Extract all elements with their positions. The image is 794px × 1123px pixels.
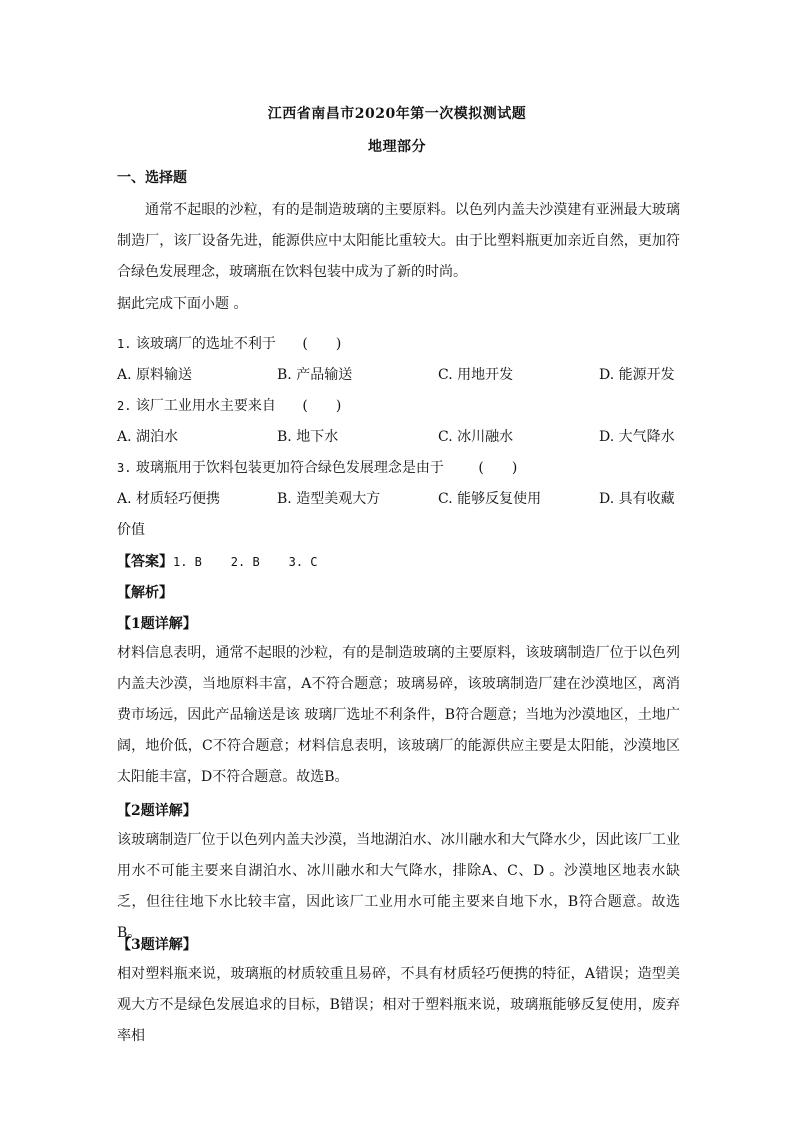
option-d: D. 大气降水	[599, 429, 675, 445]
detail-2-text: 该玻璃制造厂位于以色列内盖夫沙漠，当地湖泊水、冰川融水和大气降水少，因此该厂工业用水不可能主要来自湖泊水、冰川融水和大气降水，排除A、C、D 。沙漠地区地表水缺乏，但往往地下水比较丰富，因此该厂工业用水可能主要来自地下水，B符合题意。故选B。	[117, 832, 680, 941]
analysis-label: 【解析】	[117, 585, 173, 601]
question-2	[117, 395, 680, 415]
option-a: A. 材质轻巧便携	[117, 491, 221, 507]
option-d: D. 能源开发	[599, 367, 675, 383]
option-b: B. 地下水	[277, 429, 339, 445]
answer-line	[117, 551, 318, 571]
question-3	[117, 457, 680, 477]
instruction-text: 据此完成下面小题 。	[117, 296, 248, 312]
option-b: B. 产品输送	[277, 367, 353, 383]
answer-parenthesis: ( )	[302, 336, 342, 352]
answer-parenthesis: ( )	[478, 460, 518, 476]
option-a: A. 原料输送	[117, 367, 193, 383]
question-3-options	[117, 488, 680, 508]
detail-1-label: 【1题详解】	[117, 616, 197, 632]
section-heading: 一、选择题	[117, 170, 187, 186]
question-stem: 该厂工业用水主要来自	[135, 398, 276, 414]
option-a: A. 湖泊水	[117, 429, 179, 445]
option-d-continuation: 价值	[117, 522, 145, 538]
question-1-options	[117, 364, 680, 384]
question-stem: 该玻璃厂的选址不利于	[135, 336, 276, 352]
material-paragraph: 通常不起眼的沙粒，有的是制造玻璃的主要原料。以色列内盖夫沙漠建有亚洲最大玻璃制造厂，该厂设备先进，能源供应中太阳能比重较大。由于比塑料瓶更加亲近自然，更加符合绿色发展理念，玻璃瓶在饮料包装中成为了新的时尚。	[117, 202, 680, 280]
answer-values: 1. B 2. B 3. C	[173, 555, 318, 569]
question-stem: 玻璃瓶用于饮料包装更加符合绿色发展理念是由于	[135, 460, 444, 476]
detail-3-label: 【3题详解】	[117, 937, 197, 953]
document-title: 江西省南昌市2020年第一次模拟测试题	[267, 106, 527, 122]
question-1	[117, 333, 680, 353]
document-subtitle: 地理部分	[368, 139, 426, 155]
option-c: C. 冰川融水	[438, 429, 514, 445]
answer-parenthesis: ( )	[302, 398, 342, 414]
detail-3-text: 相对塑料瓶来说，玻璃瓶的材质较重且易碎，不具有材质轻巧便携的特征，A错误；造型美观大方不是绿色发展追求的目标，B错误；相对于塑料瓶来说，玻璃瓶能够反复使用，废弃率相	[117, 966, 680, 1044]
question-number: 2.	[117, 399, 132, 413]
option-c: C. 能够反复使用	[438, 491, 542, 507]
detail-2-label: 【2题详解】	[117, 803, 197, 819]
question-number: 3.	[117, 461, 132, 475]
option-b: B. 造型美观大方	[277, 491, 381, 507]
question-number: 1.	[117, 337, 132, 351]
answer-label: 【答案】	[117, 554, 173, 570]
option-c: C. 用地开发	[438, 367, 514, 383]
detail-1-text: 材料信息表明，通常不起眼的沙粒，有的是制造玻璃的主要原料，该玻璃制造厂位于以色列内盖夫沙漠，当地原料丰富，A不符合题意；玻璃易碎，该玻璃制造厂建在沙漠地区，离消费市场远，因此产品输送是该 玻璃厂选址不利条件，B符合题意；当地为沙漠地区，土地广阔，地价低，C不符合题意；材料信息表明，该玻璃厂的能源供应主要是太阳能，沙漠地区太阳能丰富，D不符合题意。故选B。	[117, 645, 680, 785]
question-2-options	[117, 426, 680, 446]
option-d: D. 具有收藏	[599, 491, 675, 507]
